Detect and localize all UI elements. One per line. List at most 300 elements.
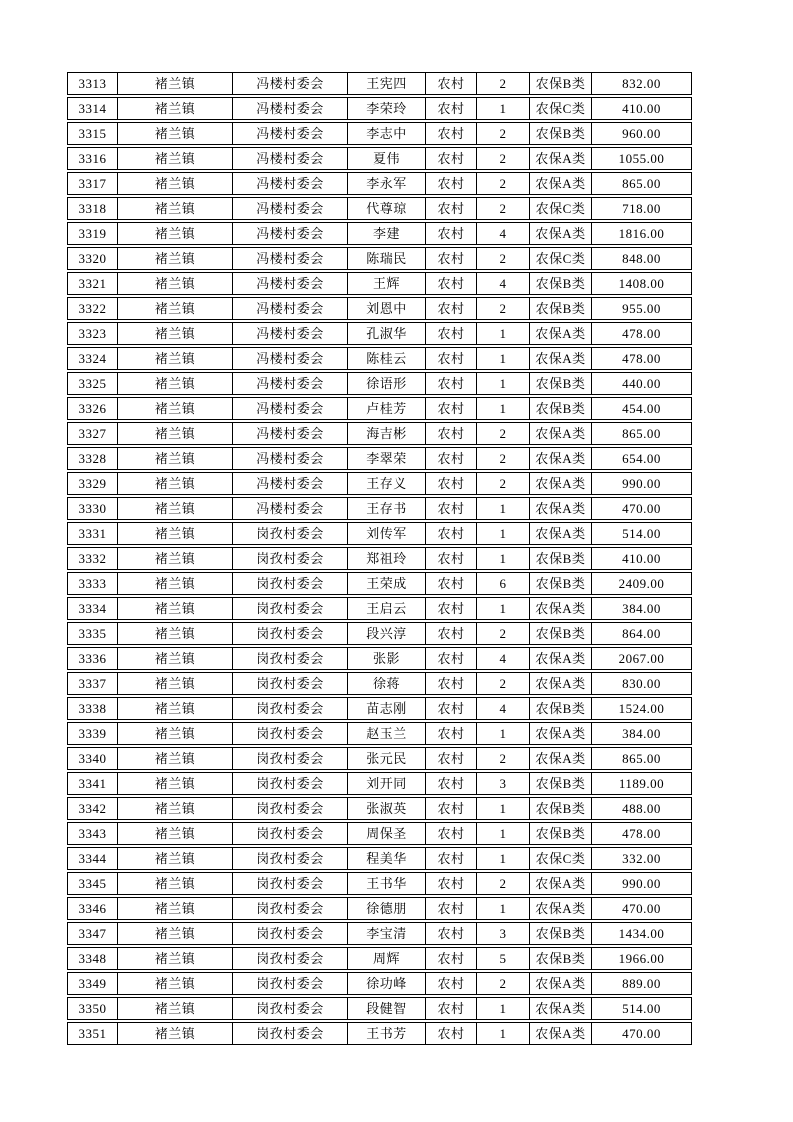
cell-category: 农村 bbox=[425, 222, 477, 245]
cell-town: 褚兰镇 bbox=[117, 122, 233, 145]
cell-town: 褚兰镇 bbox=[117, 997, 233, 1020]
cell-person-count: 2 bbox=[476, 622, 530, 645]
cell-insurance-class: 农保C类 bbox=[529, 847, 592, 870]
cell-person-name: 孔淑华 bbox=[347, 322, 426, 345]
cell-record-id: 3317 bbox=[67, 172, 118, 195]
cell-town: 褚兰镇 bbox=[117, 747, 233, 770]
cell-record-id: 3336 bbox=[67, 647, 118, 670]
cell-record-id: 3318 bbox=[67, 197, 118, 220]
cell-category: 农村 bbox=[425, 847, 477, 870]
table-row bbox=[67, 697, 692, 720]
cell-person-count: 1 bbox=[476, 822, 530, 845]
cell-person-count: 4 bbox=[476, 697, 530, 720]
cell-insurance-class: 农保B类 bbox=[529, 947, 592, 970]
cell-amount: 514.00 bbox=[591, 997, 692, 1020]
cell-category: 农村 bbox=[425, 72, 477, 95]
cell-amount: 332.00 bbox=[591, 847, 692, 870]
cell-category: 农村 bbox=[425, 822, 477, 845]
cell-person-name: 徐蒋 bbox=[347, 672, 426, 695]
table-row bbox=[67, 447, 692, 470]
cell-person-count: 2 bbox=[476, 747, 530, 770]
table-row bbox=[67, 422, 692, 445]
cell-person-name: 张淑英 bbox=[347, 797, 426, 820]
cell-person-count: 2 bbox=[476, 972, 530, 995]
table-row bbox=[67, 122, 692, 145]
cell-town: 褚兰镇 bbox=[117, 322, 233, 345]
cell-village-committee: 冯楼村委会 bbox=[232, 347, 348, 370]
cell-village-committee: 冯楼村委会 bbox=[232, 72, 348, 95]
cell-insurance-class: 农保B类 bbox=[529, 797, 592, 820]
cell-town: 褚兰镇 bbox=[117, 547, 233, 570]
cell-person-name: 代尊琼 bbox=[347, 197, 426, 220]
cell-category: 农村 bbox=[425, 197, 477, 220]
cell-amount: 384.00 bbox=[591, 597, 692, 620]
cell-person-name: 李翠荣 bbox=[347, 447, 426, 470]
cell-village-committee: 岗孜村委会 bbox=[232, 672, 348, 695]
cell-person-name: 徐语形 bbox=[347, 372, 426, 395]
cell-category: 农村 bbox=[425, 572, 477, 595]
cell-amount: 1055.00 bbox=[591, 147, 692, 170]
cell-insurance-class: 农保B类 bbox=[529, 122, 592, 145]
cell-record-id: 3339 bbox=[67, 722, 118, 745]
cell-record-id: 3349 bbox=[67, 972, 118, 995]
cell-town: 褚兰镇 bbox=[117, 347, 233, 370]
cell-town: 褚兰镇 bbox=[117, 72, 233, 95]
cell-insurance-class: 农保B类 bbox=[529, 372, 592, 395]
cell-amount: 654.00 bbox=[591, 447, 692, 470]
cell-category: 农村 bbox=[425, 697, 477, 720]
cell-person-name: 王存书 bbox=[347, 497, 426, 520]
table-row bbox=[67, 947, 692, 970]
cell-town: 褚兰镇 bbox=[117, 697, 233, 720]
cell-amount: 2409.00 bbox=[591, 572, 692, 595]
cell-category: 农村 bbox=[425, 347, 477, 370]
cell-record-id: 3315 bbox=[67, 122, 118, 145]
cell-insurance-class: 农保A类 bbox=[529, 647, 592, 670]
cell-village-committee: 岗孜村委会 bbox=[232, 697, 348, 720]
cell-town: 褚兰镇 bbox=[117, 272, 233, 295]
cell-insurance-class: 农保B类 bbox=[529, 72, 592, 95]
cell-amount: 990.00 bbox=[591, 472, 692, 495]
table-row bbox=[67, 297, 692, 320]
table-row bbox=[67, 722, 692, 745]
table-row bbox=[67, 997, 692, 1020]
cell-person-count: 1 bbox=[476, 997, 530, 1020]
table-row bbox=[67, 672, 692, 695]
cell-village-committee: 冯楼村委会 bbox=[232, 222, 348, 245]
cell-category: 农村 bbox=[425, 947, 477, 970]
cell-category: 农村 bbox=[425, 247, 477, 270]
cell-person-name: 王辉 bbox=[347, 272, 426, 295]
cell-person-count: 4 bbox=[476, 272, 530, 295]
cell-category: 农村 bbox=[425, 322, 477, 345]
cell-person-count: 2 bbox=[476, 672, 530, 695]
cell-insurance-class: 农保A类 bbox=[529, 172, 592, 195]
cell-village-committee: 冯楼村委会 bbox=[232, 422, 348, 445]
cell-town: 褚兰镇 bbox=[117, 822, 233, 845]
cell-record-id: 3351 bbox=[67, 1022, 118, 1045]
cell-insurance-class: 农保A类 bbox=[529, 147, 592, 170]
cell-town: 褚兰镇 bbox=[117, 972, 233, 995]
cell-insurance-class: 农保C类 bbox=[529, 97, 592, 120]
cell-category: 农村 bbox=[425, 772, 477, 795]
cell-record-id: 3338 bbox=[67, 697, 118, 720]
cell-town: 褚兰镇 bbox=[117, 522, 233, 545]
cell-person-count: 1 bbox=[476, 522, 530, 545]
cell-village-committee: 冯楼村委会 bbox=[232, 122, 348, 145]
table-row bbox=[67, 597, 692, 620]
cell-town: 褚兰镇 bbox=[117, 797, 233, 820]
cell-insurance-class: 农保A类 bbox=[529, 222, 592, 245]
cell-amount: 848.00 bbox=[591, 247, 692, 270]
cell-village-committee: 冯楼村委会 bbox=[232, 472, 348, 495]
cell-town: 褚兰镇 bbox=[117, 97, 233, 120]
cell-town: 褚兰镇 bbox=[117, 622, 233, 645]
cell-amount: 488.00 bbox=[591, 797, 692, 820]
cell-category: 农村 bbox=[425, 1022, 477, 1045]
cell-amount: 440.00 bbox=[591, 372, 692, 395]
cell-amount: 1966.00 bbox=[591, 947, 692, 970]
cell-insurance-class: 农保B类 bbox=[529, 622, 592, 645]
cell-category: 农村 bbox=[425, 997, 477, 1020]
cell-record-id: 3325 bbox=[67, 372, 118, 395]
cell-category: 农村 bbox=[425, 522, 477, 545]
cell-person-name: 刘恩中 bbox=[347, 297, 426, 320]
cell-person-count: 2 bbox=[476, 872, 530, 895]
cell-record-id: 3322 bbox=[67, 297, 118, 320]
cell-person-name: 刘开同 bbox=[347, 772, 426, 795]
cell-village-committee: 岗孜村委会 bbox=[232, 747, 348, 770]
cell-village-committee: 岗孜村委会 bbox=[232, 722, 348, 745]
cell-amount: 864.00 bbox=[591, 622, 692, 645]
cell-village-committee: 冯楼村委会 bbox=[232, 397, 348, 420]
table-row bbox=[67, 397, 692, 420]
cell-insurance-class: 农保C类 bbox=[529, 247, 592, 270]
cell-person-count: 1 bbox=[476, 797, 530, 820]
cell-person-name: 王启云 bbox=[347, 597, 426, 620]
cell-category: 农村 bbox=[425, 597, 477, 620]
cell-category: 农村 bbox=[425, 722, 477, 745]
cell-amount: 960.00 bbox=[591, 122, 692, 145]
table-row bbox=[67, 747, 692, 770]
cell-record-id: 3333 bbox=[67, 572, 118, 595]
cell-town: 褚兰镇 bbox=[117, 472, 233, 495]
cell-record-id: 3337 bbox=[67, 672, 118, 695]
table-row bbox=[67, 72, 692, 95]
cell-category: 农村 bbox=[425, 897, 477, 920]
cell-town: 褚兰镇 bbox=[117, 897, 233, 920]
cell-person-count: 2 bbox=[476, 147, 530, 170]
cell-category: 农村 bbox=[425, 447, 477, 470]
cell-town: 褚兰镇 bbox=[117, 172, 233, 195]
table-row bbox=[67, 347, 692, 370]
table-row bbox=[67, 372, 692, 395]
cell-town: 褚兰镇 bbox=[117, 722, 233, 745]
cell-record-id: 3313 bbox=[67, 72, 118, 95]
cell-person-name: 李荣玲 bbox=[347, 97, 426, 120]
cell-insurance-class: 农保A类 bbox=[529, 347, 592, 370]
cell-town: 褚兰镇 bbox=[117, 772, 233, 795]
cell-insurance-class: 农保A类 bbox=[529, 1022, 592, 1045]
cell-person-count: 2 bbox=[476, 472, 530, 495]
table-row bbox=[67, 622, 692, 645]
table-row bbox=[67, 197, 692, 220]
cell-village-committee: 冯楼村委会 bbox=[232, 172, 348, 195]
cell-person-count: 2 bbox=[476, 172, 530, 195]
cell-person-count: 6 bbox=[476, 572, 530, 595]
cell-insurance-class: 农保A类 bbox=[529, 472, 592, 495]
cell-insurance-class: 农保B类 bbox=[529, 772, 592, 795]
cell-person-count: 1 bbox=[476, 322, 530, 345]
cell-amount: 410.00 bbox=[591, 97, 692, 120]
cell-insurance-class: 农保A类 bbox=[529, 447, 592, 470]
cell-category: 农村 bbox=[425, 297, 477, 320]
cell-insurance-class: 农保B类 bbox=[529, 572, 592, 595]
cell-town: 褚兰镇 bbox=[117, 422, 233, 445]
cell-insurance-class: 农保A类 bbox=[529, 997, 592, 1020]
cell-village-committee: 岗孜村委会 bbox=[232, 972, 348, 995]
cell-amount: 470.00 bbox=[591, 1022, 692, 1045]
cell-amount: 410.00 bbox=[591, 547, 692, 570]
cell-category: 农村 bbox=[425, 122, 477, 145]
cell-category: 农村 bbox=[425, 797, 477, 820]
cell-village-committee: 岗孜村委会 bbox=[232, 897, 348, 920]
cell-town: 褚兰镇 bbox=[117, 372, 233, 395]
cell-insurance-class: 农保A类 bbox=[529, 322, 592, 345]
cell-insurance-class: 农保A类 bbox=[529, 972, 592, 995]
cell-record-id: 3348 bbox=[67, 947, 118, 970]
table-row bbox=[67, 872, 692, 895]
cell-town: 褚兰镇 bbox=[117, 222, 233, 245]
cell-person-count: 1 bbox=[476, 372, 530, 395]
cell-record-id: 3350 bbox=[67, 997, 118, 1020]
cell-amount: 470.00 bbox=[591, 897, 692, 920]
cell-amount: 514.00 bbox=[591, 522, 692, 545]
cell-category: 农村 bbox=[425, 497, 477, 520]
cell-person-name: 段兴淳 bbox=[347, 622, 426, 645]
cell-insurance-class: 农保C类 bbox=[529, 197, 592, 220]
cell-town: 褚兰镇 bbox=[117, 597, 233, 620]
cell-amount: 1434.00 bbox=[591, 922, 692, 945]
cell-town: 褚兰镇 bbox=[117, 197, 233, 220]
cell-person-name: 刘传军 bbox=[347, 522, 426, 545]
cell-person-name: 陈瑞民 bbox=[347, 247, 426, 270]
cell-person-count: 4 bbox=[476, 222, 530, 245]
cell-record-id: 3321 bbox=[67, 272, 118, 295]
cell-village-committee: 冯楼村委会 bbox=[232, 447, 348, 470]
cell-person-name: 程美华 bbox=[347, 847, 426, 870]
cell-category: 农村 bbox=[425, 422, 477, 445]
cell-person-count: 1 bbox=[476, 897, 530, 920]
cell-record-id: 3331 bbox=[67, 522, 118, 545]
cell-person-count: 1 bbox=[476, 597, 530, 620]
cell-person-name: 王书芳 bbox=[347, 1022, 426, 1045]
cell-village-committee: 岗孜村委会 bbox=[232, 522, 348, 545]
cell-person-count: 2 bbox=[476, 422, 530, 445]
cell-category: 农村 bbox=[425, 972, 477, 995]
cell-person-count: 2 bbox=[476, 122, 530, 145]
cell-amount: 832.00 bbox=[591, 72, 692, 95]
cell-category: 农村 bbox=[425, 147, 477, 170]
cell-amount: 955.00 bbox=[591, 297, 692, 320]
cell-amount: 478.00 bbox=[591, 322, 692, 345]
cell-insurance-class: 农保A类 bbox=[529, 897, 592, 920]
cell-person-name: 徐功峰 bbox=[347, 972, 426, 995]
table-row bbox=[67, 222, 692, 245]
cell-town: 褚兰镇 bbox=[117, 847, 233, 870]
cell-amount: 470.00 bbox=[591, 497, 692, 520]
cell-town: 褚兰镇 bbox=[117, 572, 233, 595]
cell-record-id: 3346 bbox=[67, 897, 118, 920]
table-row bbox=[67, 322, 692, 345]
table-row bbox=[67, 522, 692, 545]
cell-person-count: 2 bbox=[476, 197, 530, 220]
cell-record-id: 3316 bbox=[67, 147, 118, 170]
cell-record-id: 3320 bbox=[67, 247, 118, 270]
cell-record-id: 3345 bbox=[67, 872, 118, 895]
cell-village-committee: 岗孜村委会 bbox=[232, 772, 348, 795]
cell-person-name: 郑祖玲 bbox=[347, 547, 426, 570]
cell-record-id: 3329 bbox=[67, 472, 118, 495]
cell-town: 褚兰镇 bbox=[117, 397, 233, 420]
cell-village-committee: 岗孜村委会 bbox=[232, 1022, 348, 1045]
cell-person-count: 1 bbox=[476, 497, 530, 520]
cell-amount: 478.00 bbox=[591, 822, 692, 845]
cell-amount: 2067.00 bbox=[591, 647, 692, 670]
cell-town: 褚兰镇 bbox=[117, 297, 233, 320]
cell-record-id: 3324 bbox=[67, 347, 118, 370]
cell-insurance-class: 农保B类 bbox=[529, 922, 592, 945]
cell-category: 农村 bbox=[425, 97, 477, 120]
cell-person-name: 王宪四 bbox=[347, 72, 426, 95]
cell-category: 农村 bbox=[425, 397, 477, 420]
cell-person-name: 王荣成 bbox=[347, 572, 426, 595]
table-row bbox=[67, 797, 692, 820]
cell-insurance-class: 农保A类 bbox=[529, 747, 592, 770]
cell-record-id: 3340 bbox=[67, 747, 118, 770]
cell-person-count: 1 bbox=[476, 1022, 530, 1045]
cell-amount: 478.00 bbox=[591, 347, 692, 370]
table-row bbox=[67, 497, 692, 520]
cell-town: 褚兰镇 bbox=[117, 1022, 233, 1045]
cell-person-name: 赵玉兰 bbox=[347, 722, 426, 745]
cell-village-committee: 冯楼村委会 bbox=[232, 272, 348, 295]
cell-record-id: 3335 bbox=[67, 622, 118, 645]
table-row bbox=[67, 172, 692, 195]
cell-record-id: 3328 bbox=[67, 447, 118, 470]
cell-person-name: 陈桂云 bbox=[347, 347, 426, 370]
cell-village-committee: 岗孜村委会 bbox=[232, 572, 348, 595]
cell-person-name: 张元民 bbox=[347, 747, 426, 770]
cell-town: 褚兰镇 bbox=[117, 497, 233, 520]
cell-village-committee: 岗孜村委会 bbox=[232, 997, 348, 1020]
cell-person-name: 徐德朋 bbox=[347, 897, 426, 920]
cell-insurance-class: 农保A类 bbox=[529, 597, 592, 620]
cell-insurance-class: 农保A类 bbox=[529, 722, 592, 745]
cell-village-committee: 冯楼村委会 bbox=[232, 297, 348, 320]
cell-record-id: 3330 bbox=[67, 497, 118, 520]
cell-insurance-class: 农保B类 bbox=[529, 272, 592, 295]
cell-amount: 1189.00 bbox=[591, 772, 692, 795]
records-table bbox=[67, 72, 692, 1047]
cell-village-committee: 岗孜村委会 bbox=[232, 822, 348, 845]
cell-person-name: 周辉 bbox=[347, 947, 426, 970]
cell-category: 农村 bbox=[425, 472, 477, 495]
cell-village-committee: 岗孜村委会 bbox=[232, 622, 348, 645]
cell-category: 农村 bbox=[425, 272, 477, 295]
cell-insurance-class: 农保A类 bbox=[529, 522, 592, 545]
cell-village-committee: 冯楼村委会 bbox=[232, 147, 348, 170]
cell-amount: 1524.00 bbox=[591, 697, 692, 720]
cell-insurance-class: 农保A类 bbox=[529, 497, 592, 520]
cell-category: 农村 bbox=[425, 872, 477, 895]
table-row bbox=[67, 97, 692, 120]
cell-record-id: 3332 bbox=[67, 547, 118, 570]
cell-amount: 889.00 bbox=[591, 972, 692, 995]
cell-insurance-class: 农保A类 bbox=[529, 872, 592, 895]
cell-category: 农村 bbox=[425, 547, 477, 570]
cell-village-committee: 岗孜村委会 bbox=[232, 547, 348, 570]
cell-amount: 1816.00 bbox=[591, 222, 692, 245]
cell-insurance-class: 农保B类 bbox=[529, 297, 592, 320]
cell-person-name: 李永军 bbox=[347, 172, 426, 195]
table-row bbox=[67, 547, 692, 570]
cell-person-count: 1 bbox=[476, 397, 530, 420]
cell-village-committee: 岗孜村委会 bbox=[232, 872, 348, 895]
cell-village-committee: 岗孜村委会 bbox=[232, 797, 348, 820]
cell-person-name: 李建 bbox=[347, 222, 426, 245]
cell-town: 褚兰镇 bbox=[117, 147, 233, 170]
table-row bbox=[67, 922, 692, 945]
cell-village-committee: 岗孜村委会 bbox=[232, 597, 348, 620]
cell-person-count: 1 bbox=[476, 847, 530, 870]
cell-person-count: 2 bbox=[476, 447, 530, 470]
cell-person-count: 2 bbox=[476, 72, 530, 95]
cell-person-name: 张影 bbox=[347, 647, 426, 670]
cell-person-count: 1 bbox=[476, 347, 530, 370]
table-row bbox=[67, 147, 692, 170]
cell-record-id: 3314 bbox=[67, 97, 118, 120]
cell-village-committee: 岗孜村委会 bbox=[232, 847, 348, 870]
cell-category: 农村 bbox=[425, 672, 477, 695]
cell-town: 褚兰镇 bbox=[117, 947, 233, 970]
cell-amount: 454.00 bbox=[591, 397, 692, 420]
cell-person-count: 2 bbox=[476, 247, 530, 270]
cell-village-committee: 冯楼村委会 bbox=[232, 247, 348, 270]
cell-person-count: 5 bbox=[476, 947, 530, 970]
cell-person-name: 李宝清 bbox=[347, 922, 426, 945]
cell-record-id: 3344 bbox=[67, 847, 118, 870]
table-row bbox=[67, 847, 692, 870]
cell-town: 褚兰镇 bbox=[117, 872, 233, 895]
cell-town: 褚兰镇 bbox=[117, 672, 233, 695]
cell-person-name: 李志中 bbox=[347, 122, 426, 145]
cell-person-name: 段健智 bbox=[347, 997, 426, 1020]
table-row bbox=[67, 1022, 692, 1045]
cell-village-committee: 岗孜村委会 bbox=[232, 947, 348, 970]
table-row bbox=[67, 472, 692, 495]
cell-category: 农村 bbox=[425, 172, 477, 195]
cell-person-name: 苗志刚 bbox=[347, 697, 426, 720]
cell-person-name: 王书华 bbox=[347, 872, 426, 895]
cell-town: 褚兰镇 bbox=[117, 247, 233, 270]
cell-amount: 830.00 bbox=[591, 672, 692, 695]
cell-amount: 990.00 bbox=[591, 872, 692, 895]
cell-insurance-class: 农保B类 bbox=[529, 822, 592, 845]
cell-town: 褚兰镇 bbox=[117, 447, 233, 470]
table-row bbox=[67, 972, 692, 995]
cell-town: 褚兰镇 bbox=[117, 647, 233, 670]
